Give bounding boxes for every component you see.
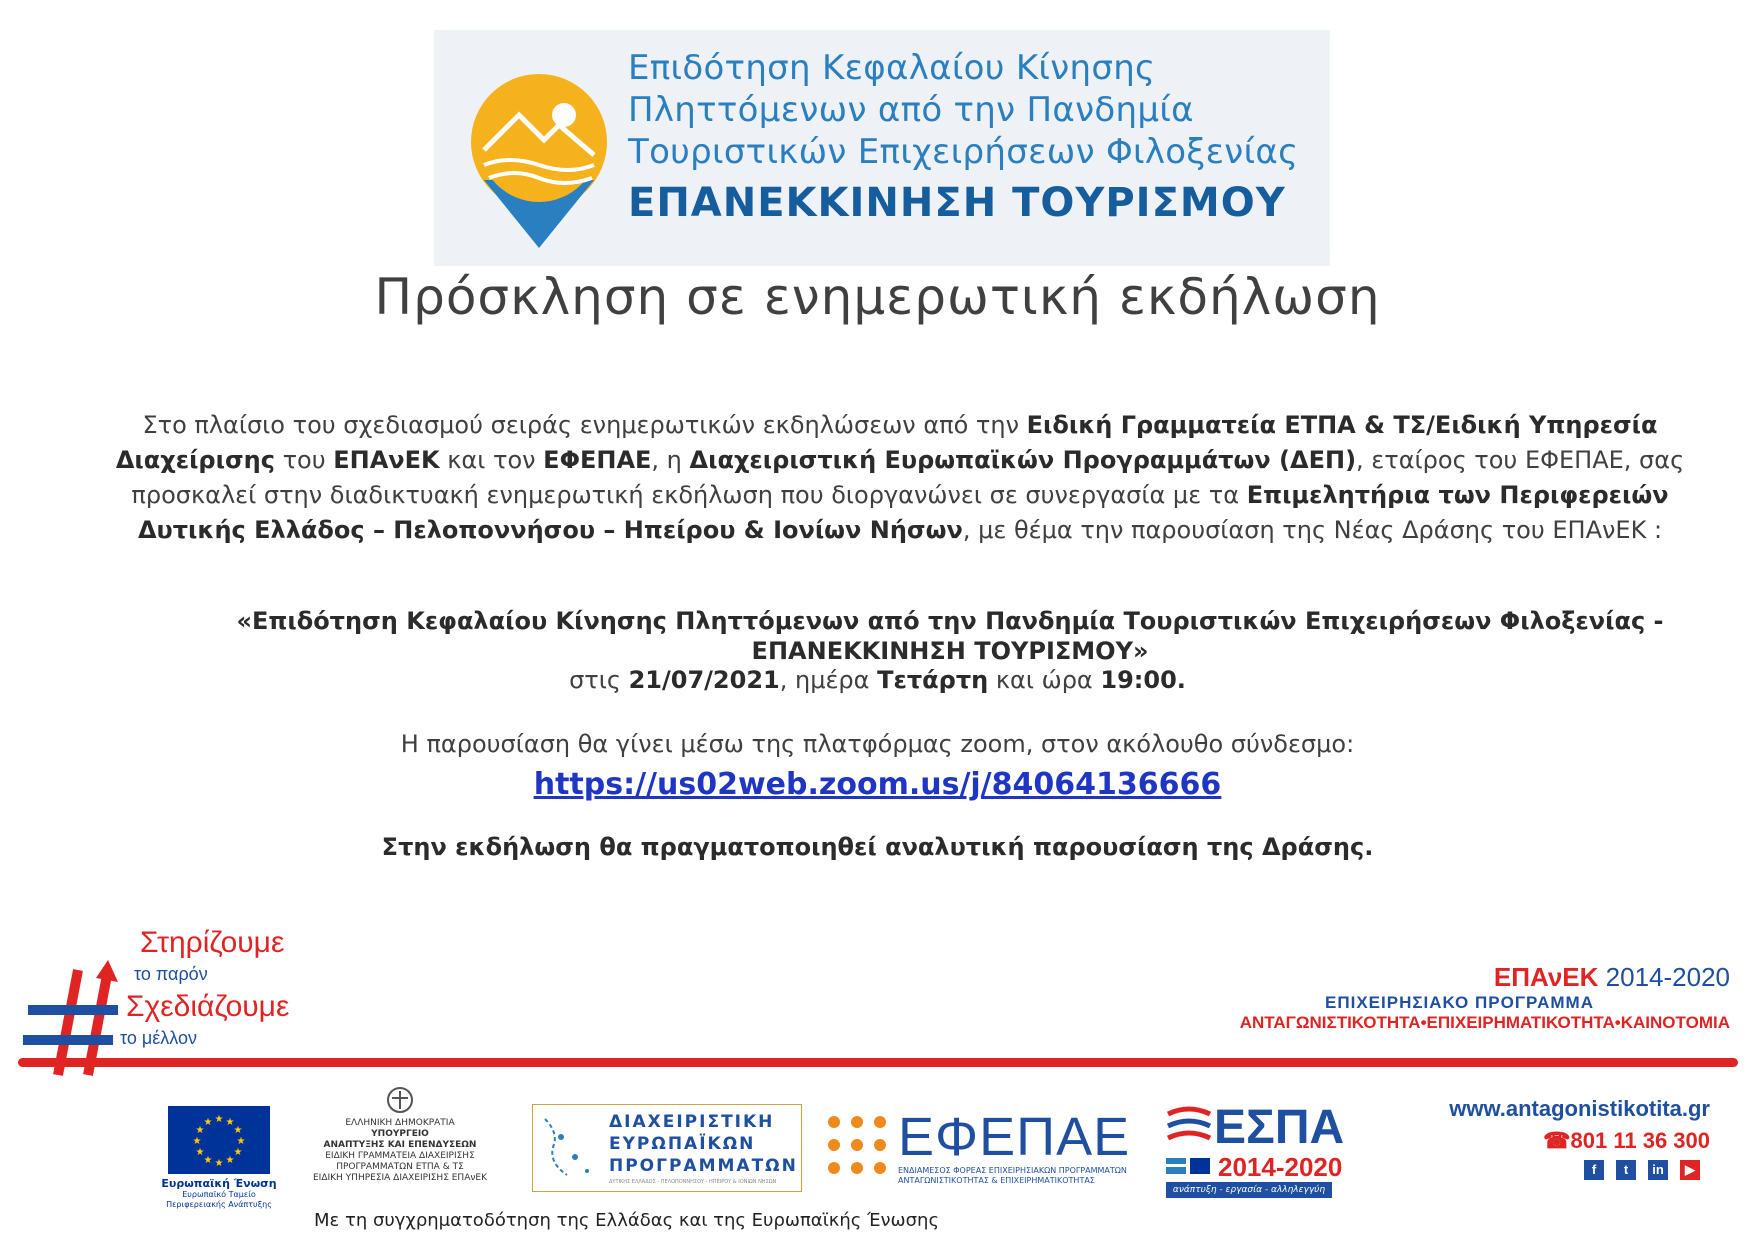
closing-statement: Στην εκδήλωση θα πραγματοποιηθεί αναλυτική παρουσίαση της Δράσης. — [381, 833, 1374, 861]
svg-text:★: ★ — [225, 1155, 235, 1166]
facebook-icon[interactable]: f — [1584, 1160, 1604, 1180]
event-date-line — [0, 666, 1755, 694]
dep-subtitle: ΔΥΤΙΚΗΣ ΕΛΛΑΔΟΣ - ΠΕΛΟΠΟΝΝΗΣΟΥ - ΗΠΕΙΡΟΥ & ΙΟΝΙΩΝ ΝΗΣΩΝ — [609, 1179, 777, 1185]
gr-line-3: ΑΝΑΠΤΥΞΗΣ ΚΑΙ ΕΠΕΝΔΥΣΕΩΝ — [323, 1140, 477, 1150]
dep-line-2: ΕΥΡΩΠΑΪΚΩΝ — [609, 1134, 756, 1154]
banner-line-4: ΕΠΑΝΕΚΚΙΝΗΣΗ ΤΟΥΡΙΣΜΟΥ — [628, 180, 1286, 226]
gr-line-1: ΕΛΛΗΝΙΚΗ ΔΗΜΟΚΡΑΤΙΑ — [345, 1118, 455, 1128]
svg-text:★: ★ — [195, 1147, 205, 1158]
intro-bold-3: ΕΦΕΠΑΕ — [543, 446, 652, 474]
banner-line-3: Τουριστικών Επιχειρήσεων Φιλοξενίας — [628, 132, 1299, 172]
epanek-program: ΕΠΙΧΕΙΡΗΣΙΑΚΟ ΠΡΟΓΡΑΜΜΑ — [1324, 993, 1594, 1012]
zoom-meeting-link[interactable]: https://us02web.zoom.us/j/84064136666 — [533, 767, 1222, 802]
slogan-future: το μέλλον — [120, 1028, 198, 1048]
sun-pin-logo-icon — [464, 70, 614, 250]
epanek-motto: ΑΝΤΑΓΩΝΙΣΤΙΚΟΤΗΤΑ•ΕΠΙΧΕΙΡΗΜΑΤΙΚΟΤΗΤΑ•ΚΑΙΝΟΤΟΜΙΑ — [1239, 1013, 1730, 1032]
banner-line-1: Επιδότηση Κεφαλαίου Κίνησης — [628, 48, 1156, 88]
intro-text-5: , εταίρος του ΕΦΕΠΑΕ, σας προσκαλεί στην διαδικτυακή ενημερωτική εκδήλωση που διοργανώνει σε συνεργασία με τα — [131, 446, 1685, 509]
intro-text-6: , με θέμα την παρουσίαση της Νέας Δράσης του ΕΠΑνΕΚ : — [962, 516, 1663, 544]
intro-bold-4: Διαχειριστική Ευρωπαϊκών Προγραμμάτων (ΔΕΠ) — [689, 446, 1357, 474]
svg-text:★: ★ — [195, 1125, 205, 1136]
divider-line — [18, 1058, 1738, 1067]
espa-name: ΕΣΠΑ — [1214, 1101, 1345, 1154]
twitter-icon[interactable]: t — [1616, 1160, 1636, 1180]
intro-bold-2: ΕΠΑνΕΚ — [333, 446, 440, 474]
epanek-logo — [1120, 962, 1730, 1033]
dep-line-1: ΔΙΑΧΕΙΡΙΣΤΙΚΗ — [609, 1112, 775, 1132]
gr-line-6: ΕΙΔΙΚΗ ΥΠΗΡΕΣΙΑ ΔΙΑΧΕΙΡΙΣΗΣ ΕΠΑνΕΚ — [313, 1173, 487, 1183]
espa-waves-icon — [1166, 1104, 1212, 1152]
intro-paragraph — [100, 408, 1700, 548]
gr-line-4: ΕΙΔΙΚΗ ΓΡΑΜΜΑΤΕΙΑ ΔΙΑΧΕΙΡΙΣΗΣ — [325, 1151, 475, 1161]
svg-text:★: ★ — [236, 1136, 246, 1147]
svg-text:★: ★ — [214, 1158, 224, 1169]
islands-map-icon — [539, 1113, 603, 1183]
eu-fund-line-1: Ευρωπαϊκό Ταμείο — [182, 1190, 256, 1199]
efepae-name: ΕΦΕΠΑΕ — [898, 1107, 1131, 1167]
event-time: 19:00. — [1100, 666, 1186, 694]
date-pre: στις — [569, 666, 629, 694]
banner-line-2: Πληττόμενων από την Πανδημία — [628, 90, 1194, 130]
eu-fund-line-2: Περιφερειακής Ανάπτυξης — [166, 1200, 272, 1209]
greece-eu-flags-icon — [1166, 1156, 1212, 1178]
efepae-sub-1: ΕΝΔΙΑΜΕΣΟΣ ΦΟΡΕΑΣ ΕΠΙΧΕΙΡΗΣΙΑΚΩΝ ΠΡΟΓΡΑΜΜΑΤΩΝ — [898, 1166, 1127, 1175]
dep-line-3: ΠΡΟΓΡΑΜΜΑΤΩΝ — [609, 1156, 798, 1176]
espa-tagline: ανάπτυξη - εργασία - αλληλεγγύη — [1166, 1182, 1332, 1198]
intro-text-4: , η — [651, 446, 690, 474]
slogan-support: Στηρίζουμε — [140, 926, 285, 959]
svg-text:★: ★ — [225, 1117, 235, 1128]
svg-text:★: ★ — [203, 1155, 213, 1166]
linkedin-icon[interactable]: in — [1648, 1160, 1668, 1180]
efepae-subtitle — [898, 1166, 1127, 1186]
tourism-banner — [434, 30, 1330, 266]
cofunding-footer: Με τη συγχρηματοδότηση της Ελλάδας και της Ευρωπαϊκής Ένωσης — [314, 1210, 940, 1231]
svg-text:★: ★ — [203, 1117, 213, 1128]
svg-text:★: ★ — [233, 1125, 243, 1136]
efepae-sub-2: ΑΝΤΑΓΩΝΙΣΤΙΚΟΤΗΤΑΣ & ΕΠΙΧΕΙΡΗΜΑΤΙΚΟΤΗΤΑΣ — [898, 1176, 1095, 1185]
phone-number — [1370, 1128, 1710, 1154]
intro-bold-1: Ειδική Γραμματεία ΕΤΠΑ & ΤΣ/Ειδική Υπηρεσία Διαχείρισης — [115, 411, 1658, 474]
slogan-plan: Σχεδιάζουμε — [126, 990, 290, 1023]
eu-caption: Ευρωπαϊκή Ένωση — [161, 1177, 277, 1190]
svg-text:★: ★ — [214, 1114, 224, 1125]
eu-fund-caption — [150, 1190, 288, 1210]
event-day: Τετάρτη — [877, 666, 989, 694]
event-date: 21/07/2021 — [628, 666, 780, 694]
gr-line-2: ΥΠΟΥΡΓΕΙΟ — [371, 1129, 429, 1139]
youtube-icon[interactable]: ▶ — [1680, 1160, 1700, 1180]
epanek-years: 2014-2020 — [1605, 962, 1730, 992]
svg-text:★: ★ — [233, 1147, 243, 1158]
phone-icon: ☎ — [1543, 1128, 1571, 1153]
zoom-intro-text: Η παρουσίαση θα γίνει μέσω της πλατφόρμας zoom, στον ακόλουθο σύνδεσμο: — [400, 730, 1355, 758]
eu-flag-icon — [168, 1106, 270, 1174]
intro-text-1: Στο πλαίσιο του σχεδιασμού σειράς ενημερωτικών εκδηλώσεων από την — [142, 411, 1027, 439]
intro-text-3: και τον — [439, 446, 544, 474]
slogan-present: το παρόν — [134, 964, 208, 984]
hellenic-republic-logo — [300, 1086, 500, 1184]
intro-bold-5: Επιμελητήρια των Περιφερειών Δυτικής Ελλάδος – Πελοποννήσου – Ηπείρου & Ιονίων Νήσων — [137, 481, 1669, 544]
page-title: Πρόσκληση σε ενημερωτική εκδήλωση — [374, 268, 1381, 326]
date-mid-2: και ώρα — [988, 666, 1101, 694]
website-link[interactable]: www.antagonistikotita.gr — [1449, 1096, 1710, 1121]
greek-emblem-icon — [386, 1086, 414, 1114]
dep-logo — [532, 1104, 802, 1192]
phone-text: 801 11 36 300 — [1570, 1128, 1710, 1153]
gr-line-5: ΠΡΟΓΡΑΜΜΑΤΩΝ ΕΤΠΑ & ΤΣ — [336, 1162, 464, 1172]
efepae-dots-icon — [824, 1112, 890, 1178]
espa-years: 2014-2020 — [1218, 1152, 1343, 1182]
action-title: «Επιδότηση Κεφαλαίου Κίνησης Πληττόμενων από την Πανδημία Τουριστικών Επιχειρήσεων Φιλοξενίας - ΕΠΑΝΕΚΚΙΝΗΣΗ ΤΟΥΡΙΣΜΟΥ» — [236, 607, 1664, 665]
epanek-name: ΕΠΑνΕΚ — [1493, 962, 1599, 992]
svg-text:★: ★ — [192, 1136, 202, 1147]
intro-text-2: του — [274, 446, 334, 474]
zoom-link — [0, 767, 1755, 802]
date-mid-1: , ημέρα — [779, 666, 878, 694]
